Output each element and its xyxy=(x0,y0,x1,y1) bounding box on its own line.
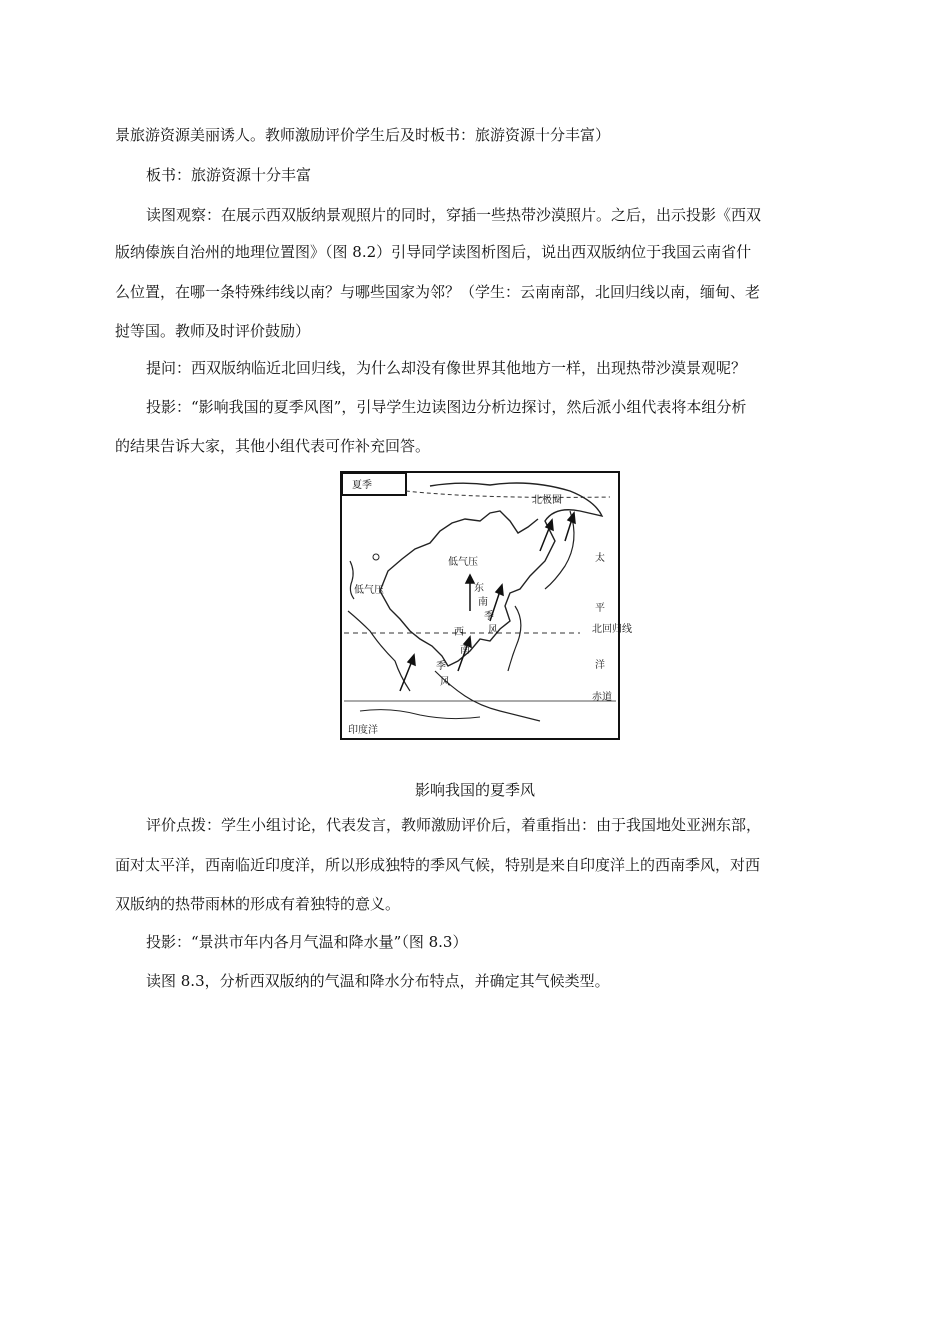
low-pressure-label: 低气压 xyxy=(354,585,384,596)
se-monsoon-label: 南 xyxy=(478,597,488,608)
season-label: 夏季 xyxy=(352,480,372,491)
pacific-label: 平 xyxy=(595,603,605,614)
indian-ocean-label: 印度洋 xyxy=(348,725,378,736)
figure-caption: 影响我国的夏季风 xyxy=(414,781,535,799)
paragraph: 面对太平洋，西南临近印度洋，所以形成独特的季风气候，特别是来自印度洋上的西南季风，对西 xyxy=(115,856,761,874)
paragraph: 评价点拨：学生小组讨论，代表发言，教师激励评价后，着重指出：由于我国地处亚洲东部， xyxy=(146,816,762,834)
paragraph: 读图 8.3，分析西双版纳的气温和降水分布特点，并确定其气候类型。 xyxy=(146,972,610,990)
se-monsoon-label: 东 xyxy=(474,583,484,594)
tropic-label: 北回归线 xyxy=(592,624,632,635)
paragraph: 读图观察：在展示西双版纳景观照片的同时，穿插一些热带沙漠照片。之后，出示投影《西双 xyxy=(146,206,762,224)
sw-monsoon-label: 风 xyxy=(440,677,450,688)
sw-monsoon-label: 季 xyxy=(436,661,446,672)
pacific-label: 太 xyxy=(595,553,605,564)
paragraph: 景旅游资源美丽诱人。教师激励评价学生后及时板书：旅游资源十分丰富） xyxy=(115,126,611,144)
se-monsoon-label: 季 xyxy=(484,611,494,622)
paragraph: 的结果告诉大家，其他小组代表可作补充回答。 xyxy=(115,437,431,455)
paragraph: 提问：西双版纳临近北回归线，为什么却没有像世界其他地方一样，出现热带沙漠景观呢？ xyxy=(146,359,747,377)
paragraph: 双版纳的热带雨林的形成有着独特的意义。 xyxy=(115,895,401,913)
arctic-circle-label: 北极圈 xyxy=(532,495,562,506)
sw-monsoon-label: 南 xyxy=(460,645,470,656)
paragraph: 么位置，在哪一条特殊纬线以南？与哪些国家为邻？（学生：云南南部，北回归线以南，缅甸、老 xyxy=(115,283,761,301)
equator-label: 赤道 xyxy=(592,692,612,703)
pacific-label: 洋 xyxy=(595,660,605,671)
paragraph: 挝等国。教师及时评价鼓励） xyxy=(115,322,311,340)
sw-monsoon-label: 西 xyxy=(454,627,464,638)
paragraph: 板书：旅游资源十分丰富 xyxy=(146,166,312,184)
paragraph: 版纳傣族自治州的地理位置图》（图 8.2）引导同学读图析图后，说出西双版纳位于我国云南省什 xyxy=(115,243,752,261)
low-pressure-label: 低气压 xyxy=(448,557,478,568)
paragraph: 投影：“影响我国的夏季风图”，引导学生边读图边分析边探讨，然后派小组代表将本组分析 xyxy=(146,398,747,416)
summer-monsoon-map xyxy=(340,471,632,740)
paragraph: 投影：“景洪市年内各月气温和降水量”（图 8.3） xyxy=(146,933,468,951)
se-monsoon-label: 风 xyxy=(488,625,498,636)
